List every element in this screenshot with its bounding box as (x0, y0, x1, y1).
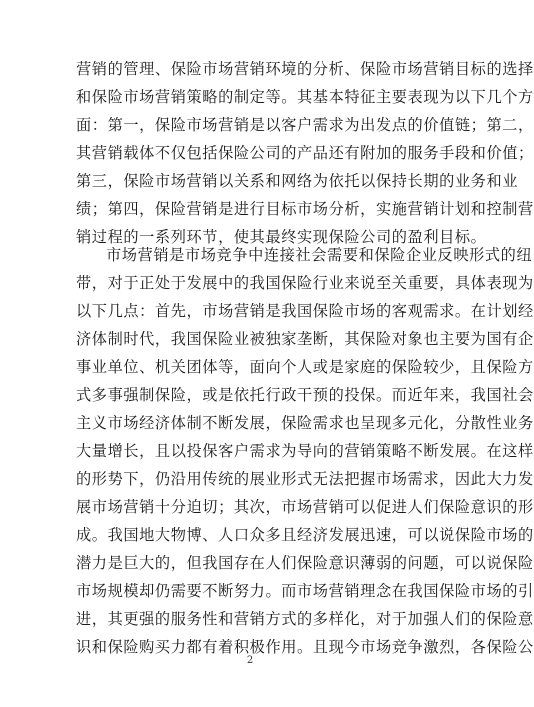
text-line: 的形势下，仍沿用传统的展业形式无法把握市场需求，因此大力发 (76, 470, 534, 488)
text-line: 济体制时代，我国保险业被独家垄断，其保险对象也主要为国有企 (76, 330, 534, 348)
text-line: 绩；第四，保险营销是进行目标市场分析，实施营销计划和控制营 (76, 200, 534, 218)
text-line: 主义市场经济体制不断发展，保险需求也呈现多元化，分散性业务 (76, 414, 534, 432)
text-line: 大量增长，且以投保客户需求为导向的营销策略不断发展。在这样 (76, 442, 534, 460)
text-line: 市场营销是市场竞争中连接社会需要和保险企业反映形式的纽 (106, 246, 533, 264)
text-line: 和保险市场营销策略的制定等。其基本特征主要表现为以下几个方 (76, 88, 534, 106)
paragraph-2 (76, 241, 534, 661)
paragraph-1 (76, 55, 534, 251)
text-line: 第三，保险市场营销以关系和网络为依托以保持长期的业务和业 (76, 172, 519, 190)
text-line: 面：第一，保险市场营销是以客户需求为出发点的价值链；第二， (76, 116, 534, 134)
text-line: 销过程的一系列环节，使其最终实现保险公司的盈利目标。 (76, 228, 487, 246)
text-line: 潜力是巨大的，但我国存在人们保险意识薄弱的问题，可以说保险 (76, 554, 534, 572)
text-line: 其营销载体不仅包括保险公司的产品还有附加的服务手段和价值； (76, 144, 534, 162)
text-line: 以下几点：首先，市场营销是我国保险市场的客观需求。在计划经 (76, 302, 534, 320)
page-number: 2 (246, 655, 254, 666)
text-line: 事业单位、机关团体等，面向个人或是家庭的保险较少，且保险方 (76, 358, 534, 376)
text-line: 成。我国地大物博、人口众多且经济发展迅速，可以说保险市场的 (76, 526, 534, 544)
text-line: 识和保险购买力都有着积极作用。且现今市场竞争激烈，各保险公 (76, 638, 534, 656)
text-line: 进，其更强的服务性和营销方式的多样化，对于加强人们的保险意 (76, 610, 534, 628)
text-line: 营销的管理、保险市场营销环境的分析、保险市场营销目标的选择 (76, 60, 534, 78)
text-line: 展市场营销十分迫切；其次，市场营销可以促进人们保险意识的形 (76, 498, 534, 516)
text-line: 市场规模却仍需要不断努力。而市场营销理念在我国保险市场的引 (76, 582, 534, 600)
text-line: 式多事强制保险，或是依托行政干预的投保。而近年来，我国社会 (76, 386, 534, 404)
text-line: 带，对于正处于发展中的我国保险行业来说至关重要，具体表现为 (76, 274, 534, 292)
